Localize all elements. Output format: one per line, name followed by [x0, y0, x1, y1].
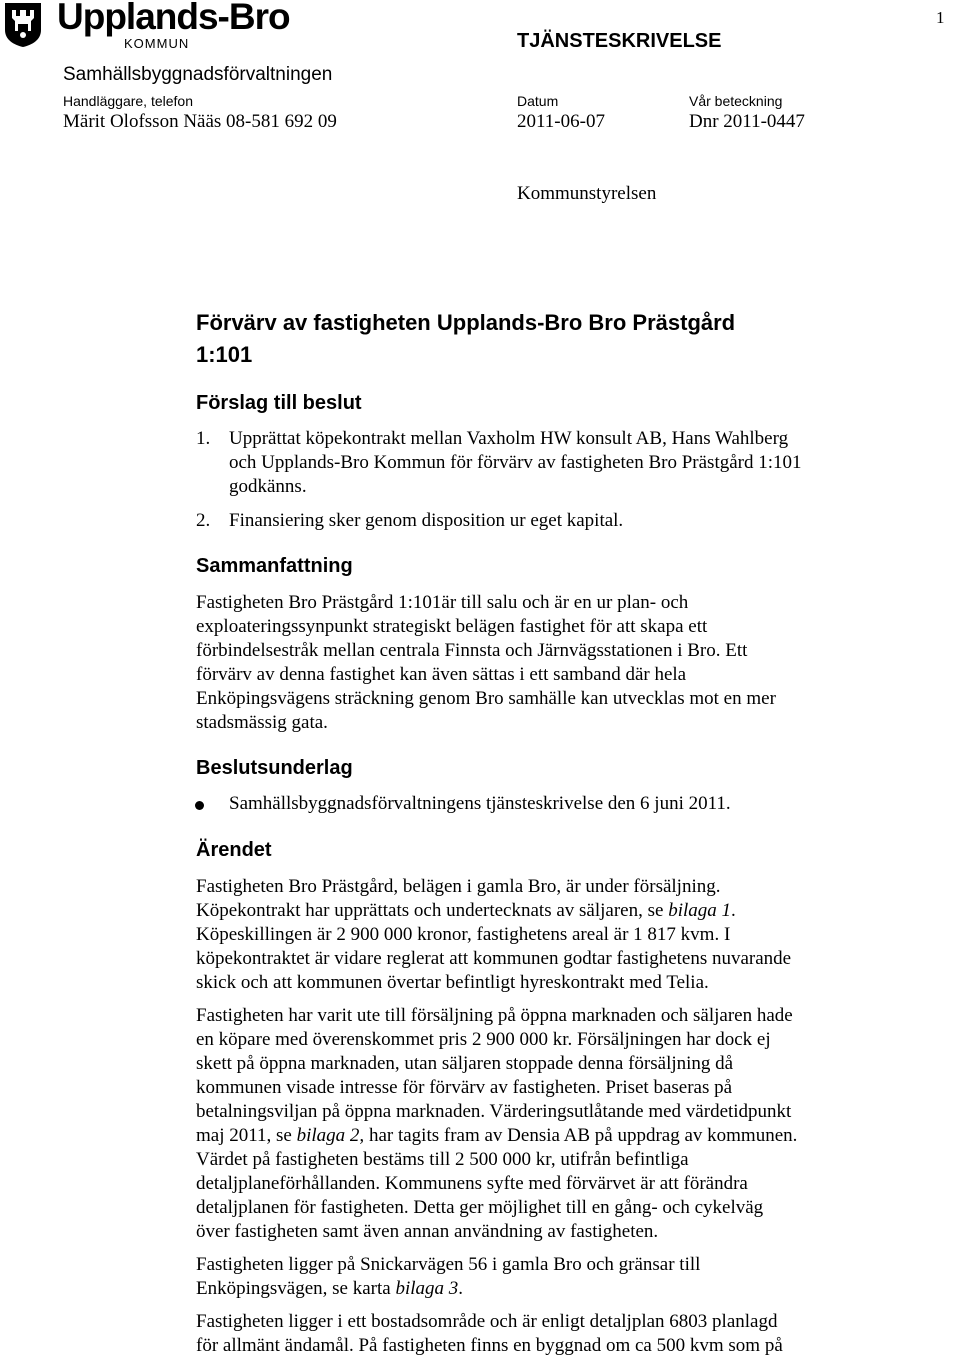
matter-p1-line: köpekontraktet är vidare reglerat att kommunen godtar fastighetens nuvarande [196, 948, 792, 969]
matter-p2-line: detaljplaneförhållanden. Kommunens syfte med förvärvet är att förändra [196, 1173, 748, 1194]
matter-p2-line: skett på öppna marknaden, utan säljaren stoppade denna försäljning då [196, 1053, 734, 1074]
date-label: Datum [517, 93, 559, 109]
proposal-item-2-number: 2. [196, 510, 211, 531]
reference-value: Dnr 2011-0447 [689, 111, 805, 132]
page-number: 1 [936, 8, 945, 27]
matter-heading: Ärendet [196, 839, 272, 861]
proposal-item-2-line-1: Finansiering sker genom disposition ur eget kapital. [229, 510, 624, 531]
summary-heading: Sammanfattning [196, 555, 353, 577]
proposal-item-1-line-3: godkänns. [229, 476, 307, 497]
municipality-crest-icon [4, 2, 42, 48]
reference-label: Vår beteckning [689, 93, 783, 109]
matter-p2-line: Värdet på fastigheten bestäms till 2 500 000 kr, utifrån befintliga [196, 1149, 689, 1170]
handler-label: Handläggare, telefon [63, 93, 193, 109]
bullet-icon [195, 801, 204, 810]
department: Samhällsbyggnadsförvaltningen [63, 64, 333, 85]
proposal-heading: Förslag till beslut [196, 392, 362, 414]
basis-bullet-item: Samhällsbyggnadsförvaltningens tjänsteskrivelse den 6 juni 2011. [229, 793, 731, 814]
summary-line: exploateringssynpunkt strategiskt belägen fastighet för att skapa ett [196, 616, 708, 637]
matter-p1-line: Fastigheten Bro Prästgård, belägen i gamla Bro, är under försäljning. [196, 876, 721, 897]
attachment-reference: bilaga 3 [395, 1278, 459, 1299]
matter-p4-line: för allmänt ändamål. På fastigheten finns en byggnad om ca 500 kvm som på [196, 1335, 783, 1356]
page-title-line-1: Förvärv av fastigheten Upplands-Bro Bro Prästgård [196, 310, 736, 335]
matter-p1-line: skick och att kommunen övertar befintligt hyreskontrakt med Telia. [196, 972, 709, 993]
handler-value: Märit Olofsson Nääs 08-581 692 09 [63, 111, 337, 132]
date-value: 2011-06-07 [517, 111, 605, 132]
matter-p2-line: kommunen visade intresse för förvärv av fastigheten. Priset baseras på [196, 1077, 733, 1098]
attachment-reference: bilaga 2, [296, 1125, 365, 1146]
page-title-line-2: 1:101 [196, 342, 253, 367]
logo-subtext: KOMMUN [124, 36, 190, 51]
matter-p2-line: Fastigheten har varit ute till försäljning på öppna marknaden och säljaren hade [196, 1005, 793, 1026]
matter-p2-line: detaljplanen för fastigheten. Detta ger möjlighet till en gång- och cykelväg [196, 1197, 764, 1218]
matter-p3-line: Fastigheten ligger på Snickarvägen 56 i gamla Bro och gränsar till [196, 1254, 701, 1275]
matter-p1-line: Köpekontrakt har upprättats och undertecknats av säljaren, se bilaga 1. [196, 900, 736, 921]
proposal-item-1-number: 1. [196, 428, 211, 449]
matter-p2-line: över fastigheten samt även annan användning av fastigheten. [196, 1221, 659, 1242]
matter-p3-line: Enköpingsvägen, se karta bilaga 3. [196, 1278, 464, 1299]
recipient: Kommunstyrelsen [517, 183, 657, 204]
matter-p2-line: maj 2011, se bilaga 2, har tagits fram av Densia AB på uppdrag av kommunen. [196, 1125, 798, 1146]
basis-heading: Beslutsunderlag [196, 757, 353, 779]
proposal-item-1-line-1: Upprättat köpekontrakt mellan Vaxholm HW konsult AB, Hans Wahlberg [229, 428, 789, 449]
matter-p2-line: en köpare med överenskommet pris 2 900 000 kr. Försäljningen har dock ej [196, 1029, 771, 1050]
matter-p4-line: Fastigheten ligger i ett bostadsområde och är enligt detaljplan 6803 planlagd [196, 1311, 778, 1332]
summary-line: förvärv av denna fastighet kan även sättas i ett samband där hela [196, 664, 687, 685]
logo-wordmark: Upplands-Bro [57, 0, 290, 37]
matter-p1-line: Köpeskillingen är 2 900 000 kronor, fastighetens areal är 1 817 kvm. I [196, 924, 731, 945]
summary-line: stadsmässig gata. [196, 712, 328, 733]
matter-p2-line: betalningsviljan på öppna marknaden. Värderingsutlåtande med värdetidpunkt [196, 1101, 792, 1122]
summary-line: Fastigheten Bro Prästgård 1:101är till salu och är en ur plan- och [196, 592, 689, 613]
proposal-item-1-line-2: och Upplands-Bro Kommun för förvärv av fastigheten Bro Prästgård 1:101 [229, 452, 802, 473]
attachment-reference: bilaga 1 [668, 900, 732, 921]
summary-line: förbindelsestråk mellan centrala Finnsta och Järnvägsstationen i Bro. Ett [196, 640, 748, 661]
summary-line: Enköpingsvägens sträckning genom Bro samhälle kan utvecklas mot en mer [196, 688, 776, 709]
document-type: TJÄNSTESKRIVELSE [517, 30, 722, 52]
